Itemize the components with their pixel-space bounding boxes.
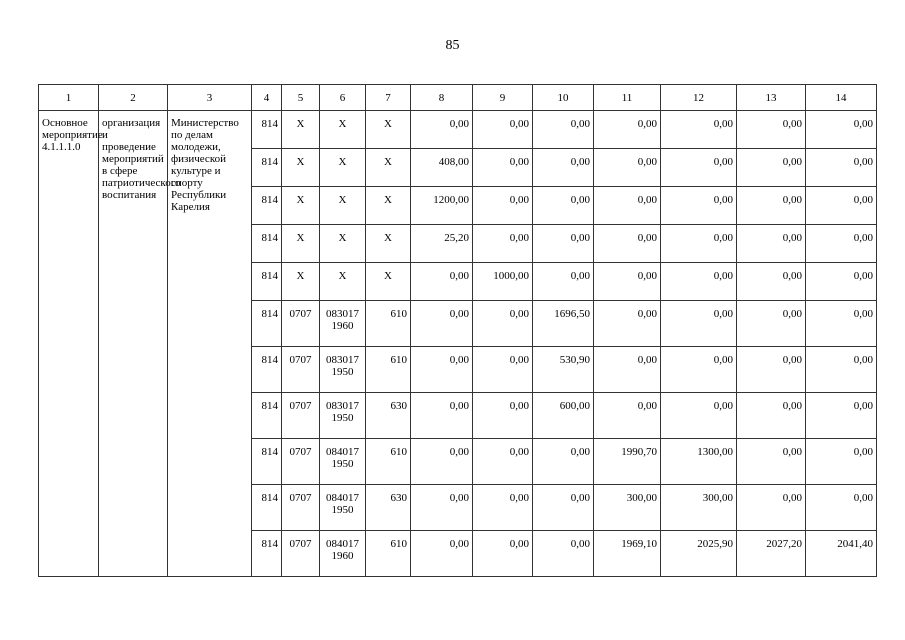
table-cell: 600,00: [533, 393, 594, 439]
table-cell: 0,00: [594, 111, 661, 149]
table-cell: 0707: [282, 485, 320, 531]
table-cell: 0,00: [661, 393, 737, 439]
measure-name-cell: Основное мероприятие 4.1.1.1.0: [39, 111, 99, 577]
table-cell: 1200,00: [411, 187, 473, 225]
table-cell: 0,00: [473, 301, 533, 347]
table-cell: 1000,00: [473, 263, 533, 301]
table-cell: 0,00: [806, 263, 877, 301]
table-cell: 0,00: [473, 187, 533, 225]
table-cell: X: [320, 263, 366, 301]
table-cell: 0,00: [737, 149, 806, 187]
table-cell: 814: [252, 149, 282, 187]
table-cell: 0707: [282, 531, 320, 577]
table-cell: 0,00: [737, 225, 806, 263]
table-cell: 0,00: [473, 225, 533, 263]
header-cell: 2: [99, 85, 168, 111]
table-cell: 1300,00: [661, 439, 737, 485]
header-cell: 7: [366, 85, 411, 111]
table-cell: 610: [366, 531, 411, 577]
table-cell: 0,00: [661, 263, 737, 301]
table-cell: 084017 1950: [320, 485, 366, 531]
table-cell: 814: [252, 301, 282, 347]
table-cell: 0,00: [737, 347, 806, 393]
page-number: 85: [445, 38, 460, 53]
responsible-executor-cell: Министерство по делам молодежи, физической культуре и спорту Республики Карелия: [168, 111, 252, 577]
table-cell: X: [366, 111, 411, 149]
table-cell: 0,00: [737, 301, 806, 347]
table-cell: 0,00: [473, 347, 533, 393]
table-cell: 0,00: [411, 439, 473, 485]
table-cell: 610: [366, 439, 411, 485]
table-cell: 0,00: [411, 393, 473, 439]
table-cell: 25,20: [411, 225, 473, 263]
table-cell: 814: [252, 187, 282, 225]
header-cell: 14: [806, 85, 877, 111]
table-cell: 0,00: [661, 187, 737, 225]
table-cell: 0,00: [473, 149, 533, 187]
table-cell: 0,00: [411, 111, 473, 149]
table-cell: 0,00: [594, 263, 661, 301]
header-cell: 6: [320, 85, 366, 111]
header-cell: 4: [252, 85, 282, 111]
table-cell: 0,00: [737, 263, 806, 301]
table-cell: 0,00: [737, 485, 806, 531]
table-cell: 0,00: [594, 347, 661, 393]
table-cell: 0,00: [533, 263, 594, 301]
table-cell: 814: [252, 485, 282, 531]
table-cell: 0,00: [411, 347, 473, 393]
table-cell: 610: [366, 301, 411, 347]
table-cell: 814: [252, 225, 282, 263]
table-cell: 0,00: [411, 531, 473, 577]
table-cell: 0707: [282, 347, 320, 393]
table-cell: 0,00: [533, 439, 594, 485]
table-cell: 0,00: [473, 111, 533, 149]
table-cell: 0,00: [533, 187, 594, 225]
table-cell: 610: [366, 347, 411, 393]
table-cell: 0,00: [806, 187, 877, 225]
table-cell: 0,00: [806, 347, 877, 393]
table-cell: X: [282, 187, 320, 225]
table-cell: 083017 1950: [320, 347, 366, 393]
table-cell: X: [366, 187, 411, 225]
table-cell: 814: [252, 531, 282, 577]
table-cell: 0,00: [806, 439, 877, 485]
table-cell: 083017 1950: [320, 393, 366, 439]
table-cell: 0,00: [806, 393, 877, 439]
table-row: [39, 111, 877, 149]
table-cell: 083017 1960: [320, 301, 366, 347]
table-cell: X: [320, 111, 366, 149]
table-cell: 1696,50: [533, 301, 594, 347]
table-cell: X: [366, 263, 411, 301]
table-cell: 0,00: [411, 263, 473, 301]
table-cell: 0,00: [806, 485, 877, 531]
table-cell: 0,00: [594, 149, 661, 187]
table-cell: 0,00: [737, 111, 806, 149]
table-cell: 1969,10: [594, 531, 661, 577]
header-cell: 9: [473, 85, 533, 111]
table-cell: 0,00: [806, 149, 877, 187]
table-cell: 0,00: [806, 301, 877, 347]
table-cell: 0,00: [594, 301, 661, 347]
table-cell: 814: [252, 111, 282, 149]
table-cell: 0,00: [411, 301, 473, 347]
table-cell: 0,00: [661, 111, 737, 149]
table-cell: 0,00: [473, 531, 533, 577]
table-cell: 0707: [282, 301, 320, 347]
table-cell: 2041,40: [806, 531, 877, 577]
table-cell: 1990,70: [594, 439, 661, 485]
table-cell: 0,00: [737, 187, 806, 225]
table-cell: 0,00: [806, 225, 877, 263]
header-cell: 11: [594, 85, 661, 111]
table-cell: 814: [252, 347, 282, 393]
header-row: [39, 85, 877, 111]
table-cell: X: [282, 225, 320, 263]
table-cell: 0,00: [661, 301, 737, 347]
table-cell: X: [320, 187, 366, 225]
table-cell: 0,00: [661, 347, 737, 393]
table-cell: 408,00: [411, 149, 473, 187]
table-cell: 0,00: [533, 111, 594, 149]
table-cell: 0,00: [661, 225, 737, 263]
table-cell: 0707: [282, 393, 320, 439]
table-cell: 0,00: [533, 485, 594, 531]
table-cell: 300,00: [594, 485, 661, 531]
table-body: [39, 85, 877, 577]
activity-description-cell: организация и проведение мероприятий в сфере патриотического воспитания: [99, 111, 168, 577]
table-cell: 0,00: [737, 439, 806, 485]
table-cell: 2025,90: [661, 531, 737, 577]
table-cell: 530,90: [533, 347, 594, 393]
table-cell: X: [366, 149, 411, 187]
table-cell: 0,00: [737, 393, 806, 439]
header-cell: 5: [282, 85, 320, 111]
header-cell: 10: [533, 85, 594, 111]
table-cell: 0,00: [411, 485, 473, 531]
header-cell: 12: [661, 85, 737, 111]
header-cell: 13: [737, 85, 806, 111]
table-cell: X: [282, 263, 320, 301]
table-cell: 0,00: [533, 225, 594, 263]
table-cell: 630: [366, 393, 411, 439]
table-cell: 2027,20: [737, 531, 806, 577]
table-cell: 084017 1950: [320, 439, 366, 485]
table-cell: 0,00: [533, 149, 594, 187]
table-cell: 814: [252, 393, 282, 439]
table-cell: 300,00: [661, 485, 737, 531]
table-cell: 0,00: [661, 149, 737, 187]
budget-table: [38, 84, 877, 577]
table-cell: 630: [366, 485, 411, 531]
table-cell: 0,00: [806, 111, 877, 149]
table-cell: 0,00: [473, 393, 533, 439]
table-cell: 0,00: [533, 531, 594, 577]
table-cell: 814: [252, 263, 282, 301]
table-cell: X: [282, 111, 320, 149]
table-cell: 0,00: [473, 439, 533, 485]
table-cell: 0,00: [594, 187, 661, 225]
header-cell: 8: [411, 85, 473, 111]
table-cell: 084017 1960: [320, 531, 366, 577]
table-cell: 0,00: [594, 393, 661, 439]
table-cell: 0,00: [473, 485, 533, 531]
table-cell: X: [320, 149, 366, 187]
table-cell: 0,00: [594, 225, 661, 263]
table-cell: X: [282, 149, 320, 187]
table-cell: X: [366, 225, 411, 263]
header-cell: 3: [168, 85, 252, 111]
table-cell: 814: [252, 439, 282, 485]
header-cell: 1: [39, 85, 99, 111]
table-cell: X: [320, 225, 366, 263]
table-cell: 0707: [282, 439, 320, 485]
